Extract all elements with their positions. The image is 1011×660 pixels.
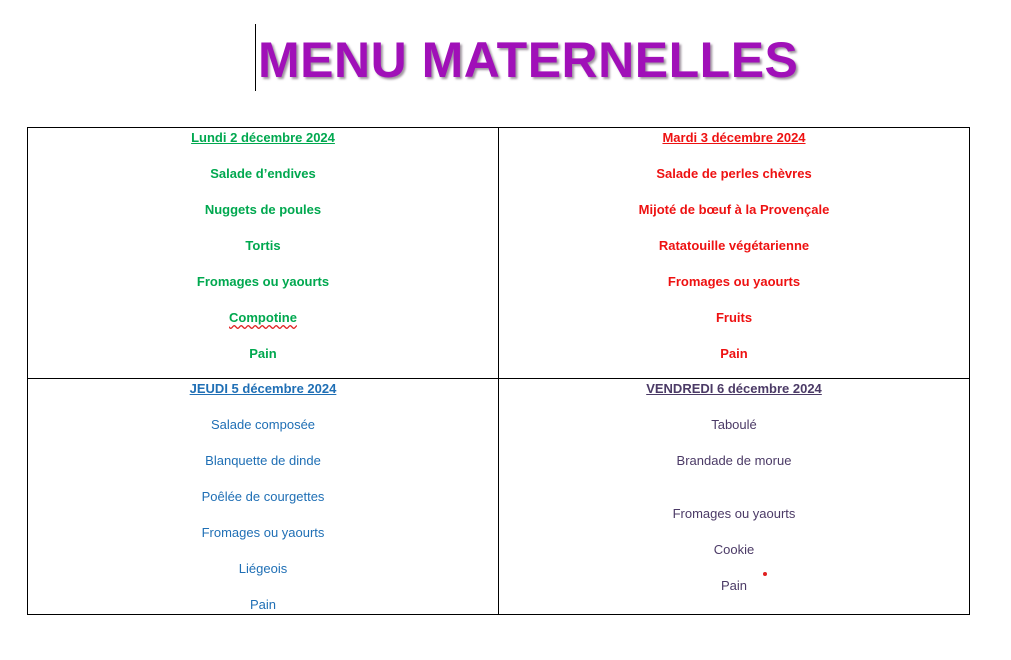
monday-main: Nuggets de poules: [204, 202, 322, 217]
monday-starter: Salade d’endives: [210, 166, 316, 181]
thursday-bread: Pain: [249, 597, 277, 612]
monday-cell: [28, 128, 499, 379]
friday-starter: Taboulé: [711, 417, 757, 432]
tuesday-cell: [499, 128, 970, 379]
thursday-starter: Salade composée: [210, 417, 316, 432]
tuesday-heading: Mardi 3 décembre 2024: [662, 130, 806, 145]
monday-dessert: Compotine: [229, 310, 297, 325]
tuesday-starter: Salade de perles chèvres: [656, 166, 812, 181]
friday-cell: [499, 379, 970, 615]
table-row: [28, 128, 970, 379]
menu-table: [27, 127, 970, 615]
thursday-dessert: Liégeois: [238, 561, 288, 576]
friday-dairy: Fromages ou yaourts: [672, 506, 796, 521]
thursday-cell: [28, 379, 499, 615]
tuesday-side: Ratatouille végétarienne: [658, 238, 810, 253]
text-cursor: [255, 24, 256, 91]
friday-heading: VENDREDI 6 décembre 2024: [646, 381, 822, 396]
friday-bread: Pain: [720, 578, 748, 593]
monday-heading: Lundi 2 décembre 2024: [191, 130, 335, 145]
red-dot-mark: [763, 572, 767, 576]
thursday-main: Blanquette de dinde: [205, 453, 321, 468]
thursday-dairy: Fromages ou yaourts: [201, 525, 325, 540]
thursday-heading: JEUDI 5 décembre 2024: [189, 381, 337, 396]
monday-dairy: Fromages ou yaourts: [196, 274, 330, 289]
tuesday-dessert: Fruits: [715, 310, 753, 325]
tuesday-dairy: Fromages ou yaourts: [667, 274, 801, 289]
friday-main: Brandade de morue: [676, 453, 792, 468]
monday-side: Tortis: [245, 238, 281, 253]
thursday-side: Poêlée de courgettes: [201, 489, 325, 504]
friday-dessert: Cookie: [713, 542, 755, 557]
tuesday-main: Mijoté de bœuf à la Provençale: [638, 202, 830, 217]
monday-bread: Pain: [249, 346, 277, 361]
tuesday-bread: Pain: [720, 346, 748, 361]
table-row: [28, 379, 970, 615]
page-title: MENU MATERNELLES: [258, 32, 799, 88]
